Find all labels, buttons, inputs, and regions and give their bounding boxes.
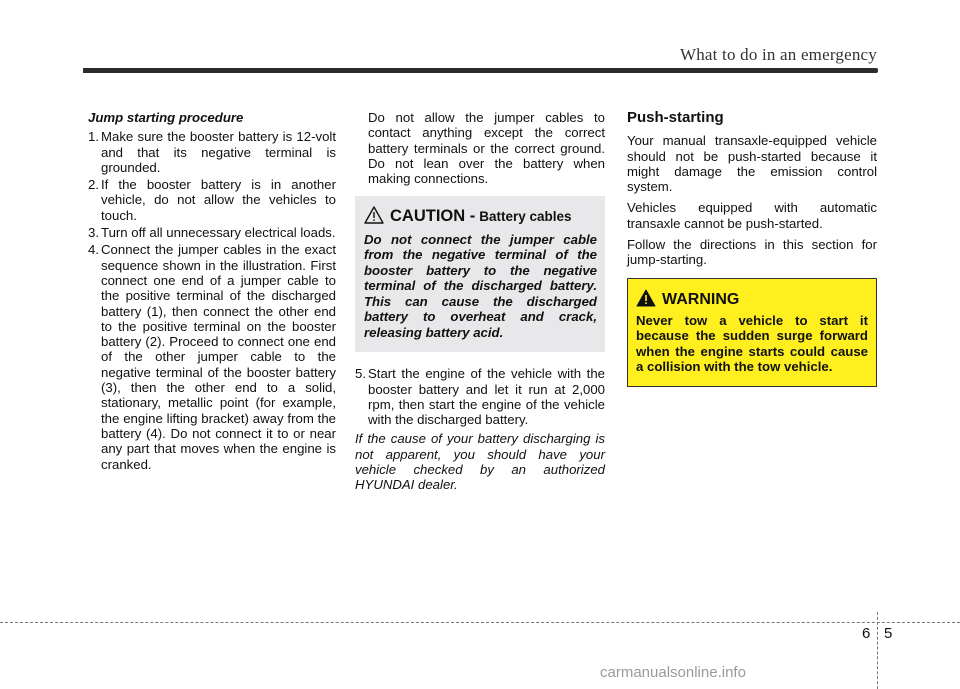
- list-item: [88, 177, 336, 223]
- section-number: 6: [862, 625, 871, 642]
- paragraph: Your manual transaxle-equipped vehicle should not be push-started because it might damage the emission control system.: [627, 133, 877, 195]
- step-number: 4.: [88, 242, 99, 258]
- step-number: 5.: [355, 366, 366, 382]
- header-rule: [83, 68, 878, 73]
- caution-body: Do not connect the jumper cable from the negative terminal of the booster battery to the negative terminal of the discharged battery. This can cause the discharged battery to overheat and crack, releasing battery acid.: [364, 231, 597, 340]
- list-item: [88, 129, 336, 175]
- page-header-title: What to do in an emergency: [679, 45, 877, 64]
- list-item: [88, 225, 336, 240]
- warning-header: [636, 289, 868, 310]
- step-number: 3.: [88, 225, 99, 241]
- caution-header: [364, 206, 597, 227]
- column-middle: [355, 110, 605, 493]
- column-push-starting: [627, 110, 877, 387]
- paragraph: Follow the directions in this section for jump-starting.: [627, 237, 877, 268]
- page-number: 5: [884, 625, 893, 642]
- step-4-continuation: Do not allow the jumper cables to contact anything except the correct battery terminals or the correct ground. Do not lean over the battery when making connections.: [368, 110, 605, 187]
- column-jump-starting: [88, 110, 336, 474]
- step-number: 1.: [88, 129, 99, 145]
- step-text: Connect the jumper cables in the exact sequence shown in the illustration. First connect one end of a jumper cable to the positive terminal of the discharged battery (1), then connect the other end to the positive terminal on the booster battery (2). Proceed to connect one end of the other jumper cable to the negative terminal of the booster battery (3), then the other end to a solid, stationary, metallic point (for example, the engine lifting bracket) away from the battery (4). Do not connect it to or near any part that moves when the engine is cranked.: [101, 242, 336, 472]
- subheading-jump-starting: Jump starting procedure: [88, 110, 244, 125]
- watermark: carmanualsonline.info: [600, 664, 746, 681]
- step-text: Make sure the booster battery is 12-volt and that its negative terminal is grounded.: [101, 129, 336, 175]
- list-item: [355, 366, 605, 427]
- warning-title: WARNING: [662, 290, 740, 308]
- step-text: If the booster battery is in another vehicle, do not allow the vehicles to touch.: [101, 177, 336, 223]
- step-text: Turn off all unnecessary electrical loads.: [101, 225, 336, 241]
- step-number: 2.: [88, 177, 99, 193]
- section-title-push-starting: Push-starting: [627, 109, 724, 126]
- warning-box: [627, 278, 877, 387]
- caution-subtitle: Battery cables: [479, 209, 572, 225]
- warning-triangle-filled-icon: [636, 289, 656, 310]
- paragraph: Vehicles equipped with automatic transaxle cannot be push-started.: [627, 200, 877, 231]
- footer-divider: [877, 612, 878, 689]
- warning-body: Never tow a vehicle to start it because the sudden surge forward when the engine starts could cause a collision with the tow vehicle.: [636, 312, 868, 375]
- caution-title: CAUTION -: [390, 207, 476, 226]
- warning-triangle-icon: [364, 206, 384, 227]
- dealer-note: If the cause of your battery discharging is not apparent, you should have your vehicle checked by an authorized HYUNDAI dealer.: [355, 431, 605, 493]
- step-text: Start the engine of the vehicle with the booster battery and let it run at 2,000 rpm, then start the engine of the vehicle with the discharged battery.: [368, 366, 605, 428]
- caution-box: [355, 196, 605, 352]
- list-item: [88, 242, 336, 471]
- footer-rule: [0, 622, 960, 623]
